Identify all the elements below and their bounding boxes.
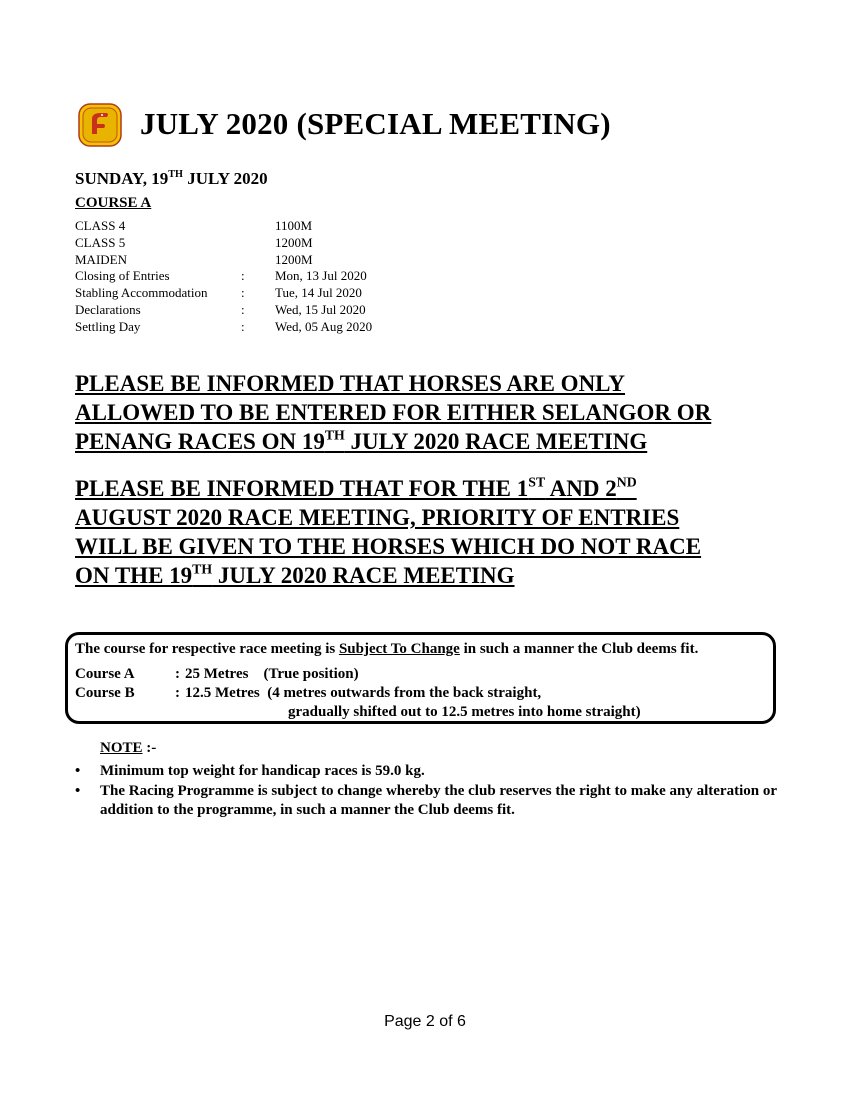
bullet-icon: •: [75, 763, 81, 779]
note-heading: NOTE :-: [100, 740, 157, 756]
entry-notice: PLEASE BE INFORMED THAT HORSES ARE ONLY ALLOWED TO BE ENTERED FOR EITHER SELANGOR OR PENANG RACES ON 19TH JULY 2020 RACE MEETING: [75, 371, 712, 454]
schedule-row: Stabling Accommodation : Tue, 14 Jul 2020: [75, 285, 362, 301]
schedule-row: CLASS 4 1100M: [75, 218, 313, 233]
schedule-row: Declarations : Wed, 15 Jul 2020: [75, 301, 366, 317]
schedule-row: Settling Day : Wed, 05 Aug 2020: [75, 318, 373, 334]
schedule-table: [75, 218, 372, 336]
page-title: JULY 2020 (SPECIAL MEETING): [140, 106, 611, 141]
club-emblem-icon: [78, 103, 122, 147]
course-a-row: Course A : 25 Metres (True position): [75, 666, 359, 682]
course-change-note: The course for respective race meeting is Subject To Change in such a manner the Club deems fit.: [75, 641, 699, 657]
priority-notice: PLEASE BE INFORMED THAT FOR THE 1ST AND 2ND AUGUST 2020 RACE MEETING, PRIORITY OF ENTRIES WILL BE GIVEN TO THE HORSES WHICH DO NOT RACE ON THE 19TH JULY 2020 RACE MEETING: [75, 474, 702, 588]
meeting-date: SUNDAY, 19TH JULY 2020: [75, 168, 268, 188]
course-b-row: Course B : 12.5 Metres (4 metres outwards from the back straight,: [75, 685, 542, 701]
bullet-icon: •: [75, 783, 81, 799]
schedule-row: Closing of Entries : Mon, 13 Jul 2020: [75, 268, 367, 284]
course-heading: COURSE A: [75, 195, 152, 211]
schedule-row: CLASS 5 1200M: [75, 234, 313, 250]
schedule-row: MAIDEN 1200M: [75, 251, 313, 267]
course-b-continuation: gradually shifted out to 12.5 metres into home straight): [288, 704, 641, 720]
page-number: Page 2 of 6: [384, 1013, 466, 1030]
